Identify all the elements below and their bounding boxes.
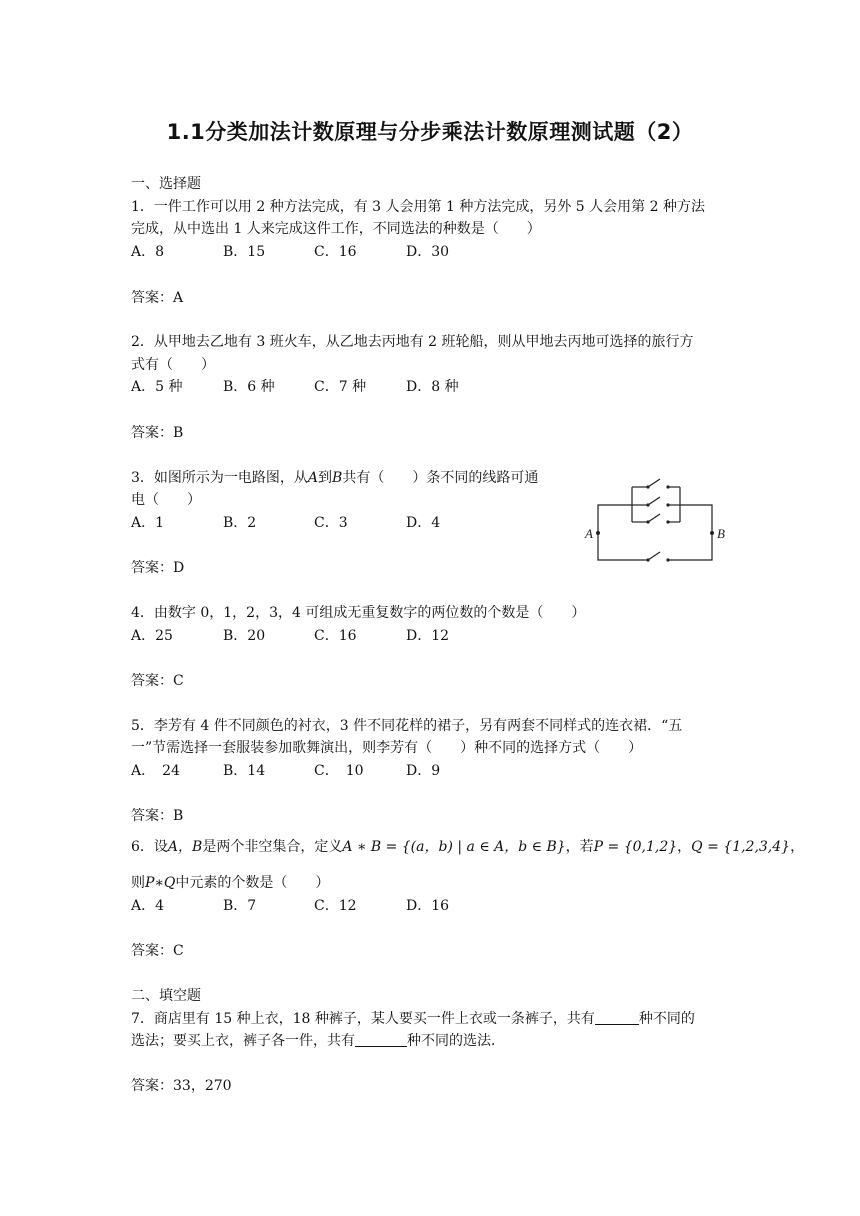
option-d: D．4: [406, 515, 441, 531]
question-6-line-2: 则P∗Q中元素的个数是（ ）: [131, 875, 330, 891]
section-heading-choice: 一、选择题: [131, 176, 201, 192]
figure-label-a: A: [585, 526, 593, 541]
question-6-line-1: 6．设A，B是两个非空集合，定义A ∗ B = {(a，b) | a ∈ A，b ∈ B}，若P = {0,1,2}，Q = {1,2,3,4}，: [131, 839, 805, 855]
set-q-formula: Q = {1,2,3,4}: [691, 839, 791, 855]
option-d: D．8 种: [406, 379, 459, 395]
question-3-answer: 答案：D: [131, 560, 185, 576]
question-7-line-1: 7．商店里有 15 种上衣，18 种裤子，某人要买一件上衣或一条裤子，共有 种不同的: [131, 1011, 695, 1027]
option-c: C．7 种: [314, 379, 367, 395]
question-5-answer: 答案：B: [131, 808, 184, 824]
option-a: A．1: [131, 515, 165, 531]
option-a: A．5 种: [131, 379, 183, 395]
option-b: B．2: [223, 515, 257, 531]
answer-blank: [355, 1032, 407, 1047]
question-5-line-1: 5．李芳有 4 件不同颜色的衬衣，3 件不同花样的裙子，另有两套不同样式的连衣裙．“五: [131, 718, 683, 734]
set-definition-formula: A ∗ B = {(a，b) | a ∈ A，b ∈ B}: [342, 839, 566, 855]
question-7-line-2: 选法；要买上衣，裤子各一件，共有 种不同的选法．: [131, 1033, 505, 1049]
figure-label-b: B: [717, 526, 725, 541]
option-d: D．30: [406, 244, 450, 260]
question-4-answer: 答案：C: [131, 673, 184, 689]
option-a: A．4: [131, 898, 165, 914]
option-b: B．6 种: [223, 379, 275, 395]
option-a: A．8: [131, 244, 165, 260]
option-c: C．12: [314, 898, 357, 914]
option-b: B．14: [223, 763, 266, 779]
option-a: A．25: [131, 628, 173, 644]
circuit-diagram: [584, 474, 734, 566]
question-7-answer: 答案：33，270: [131, 1078, 232, 1094]
question-1-line-2: 完成，从中选出 1 人来完成这件工作，不同选法的种数是（ ）: [131, 221, 541, 237]
option-d: D．9: [406, 763, 441, 779]
answer-blank: [595, 1010, 639, 1025]
question-1-line-1: 1．一件工作可以用 2 种方法完成，有 3 人会用第 1 种方法完成，另外 5 人会用第 2 种方法: [131, 199, 705, 215]
question-2-line-1: 2．从甲地去乙地有 3 班火车，从乙地去丙地有 2 班轮船，则从甲地去丙地可选择的旅行方: [131, 334, 694, 350]
option-d: D．12: [406, 628, 450, 644]
option-c: C．16: [314, 628, 357, 644]
question-1-answer: 答案：A: [131, 290, 184, 306]
question-2-answer: 答案：B: [131, 425, 184, 441]
option-c: C． 10: [314, 763, 364, 779]
option-a: A． 24: [131, 763, 180, 779]
question-4-line-1: 4．由数字 0，1，2，3，4 可组成无重复数字的两位数的个数是（ ）: [131, 605, 586, 621]
option-b: B．15: [223, 244, 266, 260]
option-d: D．16: [406, 898, 450, 914]
option-b: B．7: [223, 898, 257, 914]
section-heading-fill: 二、填空题: [131, 988, 201, 1004]
question-2-line-2: 式有（ ）: [131, 357, 215, 373]
option-b: B．20: [223, 628, 266, 644]
question-3-line-1: 3．如图所示为一电路图，从A到B共有（ ）条不同的线路可通: [131, 470, 539, 486]
option-c: C．3: [314, 515, 348, 531]
page-title: 1.1分类加法计数原理与分步乘法计数原理测试题（2）: [166, 120, 694, 144]
question-5-line-2: 一”节需选择一套服装参加歌舞演出，则李芳有（ ）种不同的选择方式（ ）: [131, 740, 643, 756]
question-6-answer: 答案：C: [131, 943, 184, 959]
set-p-formula: P = {0,1,2}: [593, 839, 678, 855]
option-c: C．16: [314, 244, 357, 260]
question-3-line-2: 电（ ）: [131, 492, 201, 508]
